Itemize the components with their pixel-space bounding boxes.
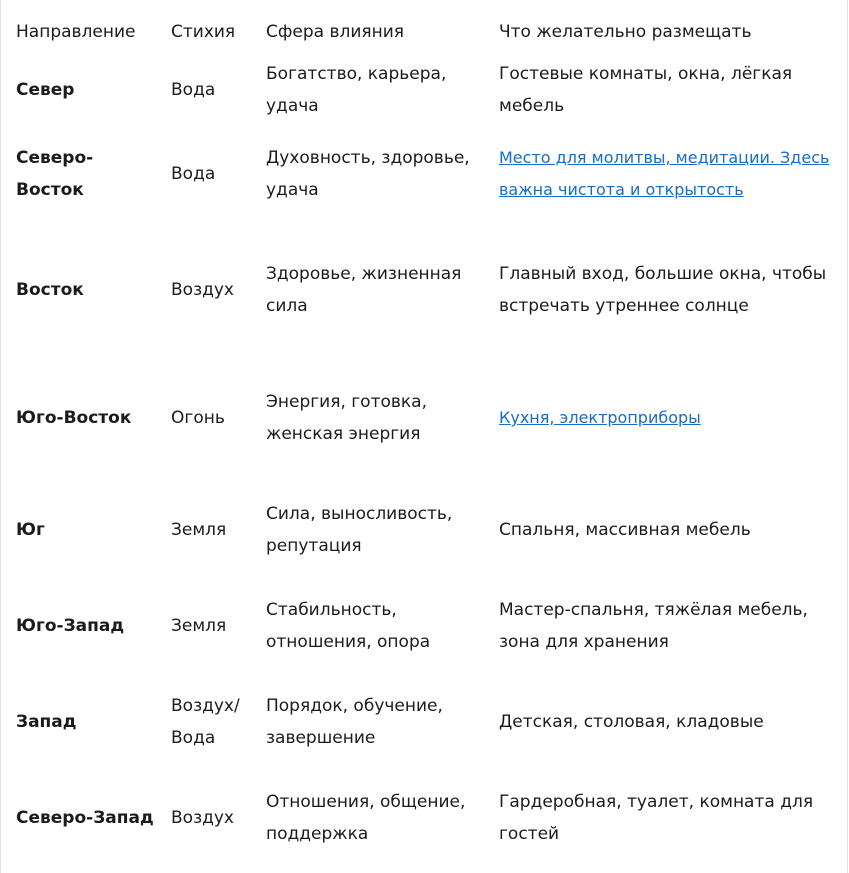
placement-cell: Спальня, массивная мебель xyxy=(499,520,751,540)
placement-cell xyxy=(491,122,844,226)
sphere-cell: Духовность, здоровье, удача xyxy=(266,148,470,200)
placement-cell xyxy=(491,354,844,482)
table-row xyxy=(8,58,844,122)
table-row xyxy=(8,770,844,866)
placement-link-meditation[interactable]: Место для молитвы, медитации. Здесь важна чистота и открытость xyxy=(499,148,830,199)
placement-cell: Главный вход, большие окна, чтобы встречать утреннее солнце xyxy=(499,264,827,316)
sphere-cell: Сила, выносливость, репутация xyxy=(266,504,453,556)
header-element: Стихия xyxy=(171,22,236,42)
header-direction: Направление xyxy=(16,22,136,42)
placement-cell: Мастер-спальня, тяжёлая мебель, зона для хранения xyxy=(499,600,808,652)
direction-cell: Север xyxy=(16,80,75,100)
placement-cell: Гардеробная, туалет, комната для гостей xyxy=(499,792,814,844)
table-row xyxy=(8,674,844,770)
table-row xyxy=(8,226,844,354)
table-row xyxy=(8,482,844,578)
sphere-cell: Стабильность, отношения, опора xyxy=(266,600,431,652)
direction-cell: Юг xyxy=(16,520,45,540)
table-header-row xyxy=(8,6,844,58)
element-cell: Воздух xyxy=(171,280,234,300)
direction-cell: Юго-Восток xyxy=(16,408,132,428)
table-row xyxy=(8,578,844,674)
direction-cell: Запад xyxy=(16,712,77,732)
table-row xyxy=(8,354,844,482)
header-placement: Что желательно размещать xyxy=(499,22,752,42)
element-cell: Огонь xyxy=(171,408,225,428)
vastu-directions-table xyxy=(8,6,844,866)
placement-cell: Гостевые комнаты, окна, лёгкая мебель xyxy=(499,64,793,116)
sphere-cell: Энергия, готовка, женская энергия xyxy=(266,392,427,444)
header-sphere: Сфера влияния xyxy=(266,22,405,42)
element-cell: Воздух/ Вода xyxy=(171,696,240,748)
direction-cell: Юго-Запад xyxy=(16,616,125,636)
element-cell: Вода xyxy=(171,164,216,184)
placement-cell: Детская, столовая, кладовые xyxy=(499,712,764,732)
element-cell: Земля xyxy=(171,616,227,636)
sphere-cell: Отношения, общение, поддержка xyxy=(266,792,466,844)
sphere-cell: Порядок, обучение, завершение xyxy=(266,696,443,748)
table-row xyxy=(8,122,844,226)
placement-link-kitchen[interactable]: Кухня, электроприборы xyxy=(499,408,701,427)
element-cell: Земля xyxy=(171,520,227,540)
sphere-cell: Здоровье, жизненная сила xyxy=(266,264,462,316)
element-cell: Вода xyxy=(171,80,216,100)
direction-cell: Северо-Восток xyxy=(16,148,94,200)
direction-cell: Северо-Запад xyxy=(16,808,154,828)
element-cell: Воздух xyxy=(171,808,234,828)
direction-cell: Восток xyxy=(16,280,84,300)
sphere-cell: Богатство, карьера, удача xyxy=(266,64,447,116)
